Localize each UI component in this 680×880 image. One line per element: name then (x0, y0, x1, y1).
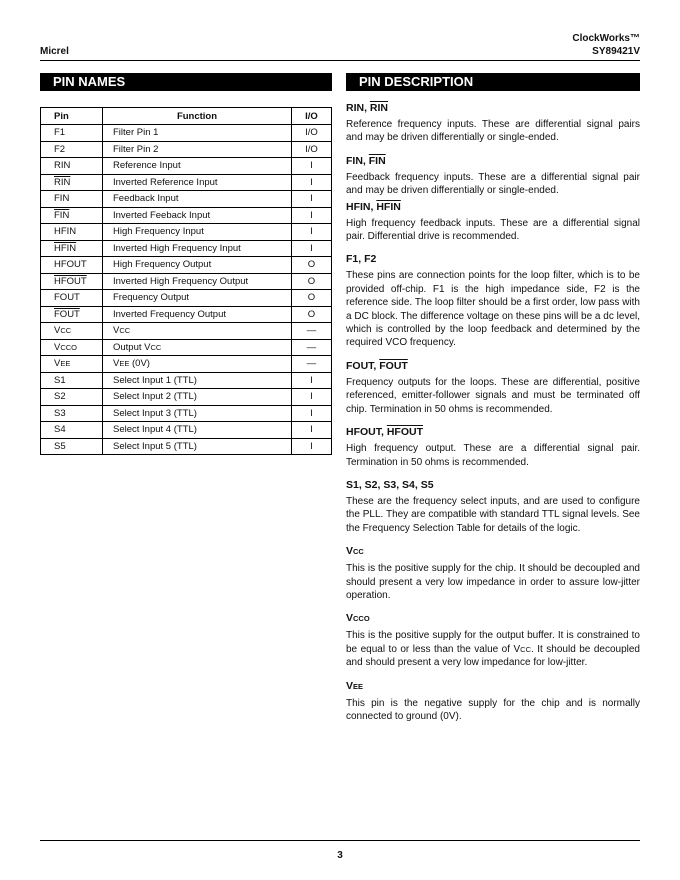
desc-rin (346, 101, 640, 145)
pin-subscript: CCO (60, 342, 78, 352)
pin-inverted-label: FOUT (54, 308, 80, 320)
io-cell: O (292, 273, 332, 290)
desc-body: This is the positive supply for the chip. It should be decoupled and should present a very low impedance in order to assure low-jitter operation. (346, 563, 640, 601)
pin-cell (41, 240, 103, 257)
function-cell: Reference Input (103, 158, 292, 175)
desc-title-text: FOUT, (346, 359, 380, 372)
desc-hfout (346, 425, 640, 469)
function-subscript: CC (119, 326, 131, 336)
desc-title-inverted: HFIN (376, 200, 401, 213)
table-row (41, 356, 332, 373)
io-cell: I/O (292, 125, 332, 142)
table-row (41, 273, 332, 290)
function-cell: Inverted High Frequency Output (103, 273, 292, 290)
desc-title-inverted: RIN (369, 102, 389, 114)
desc-title (346, 425, 640, 439)
desc-vee (346, 679, 640, 724)
desc-title (346, 200, 640, 214)
table-row (41, 306, 332, 323)
desc-title-subscript: EE (353, 681, 364, 691)
function-cell (103, 323, 292, 340)
table-row (41, 191, 332, 208)
table-row (41, 141, 332, 158)
function-cell: Feedback Input (103, 191, 292, 208)
desc-title-letter: V (346, 545, 354, 558)
pin-cell (41, 306, 103, 323)
function-cell: Frequency Output (103, 290, 292, 307)
pin-cell (41, 174, 103, 191)
pin-cell: S4 (41, 422, 103, 439)
pin-cell: FOUT (41, 290, 103, 307)
footer-rule (40, 840, 640, 841)
function-cell (103, 339, 292, 356)
function-cell: Select Input 5 (TTL) (103, 438, 292, 455)
desc-title (346, 154, 640, 168)
desc-fout (346, 359, 640, 416)
table-header-row (41, 108, 332, 125)
desc-title-letter: V (346, 612, 354, 625)
col-header-function: Function (103, 108, 292, 125)
io-cell: — (292, 339, 332, 356)
company-name: Micrel (40, 46, 69, 57)
pin-cell: F1 (41, 125, 103, 142)
function-cell: High Frequency Output (103, 257, 292, 274)
pin-cell: F2 (41, 141, 103, 158)
table-row (41, 207, 332, 224)
io-cell: — (292, 323, 332, 340)
desc-title-subscript: CC (353, 547, 364, 557)
io-cell: I/O (292, 141, 332, 158)
table-row (41, 257, 332, 274)
function-cell: Select Input 3 (TTL) (103, 405, 292, 422)
io-cell: I (292, 240, 332, 257)
desc-select-inputs (346, 478, 640, 535)
desc-title (346, 359, 640, 373)
desc-title-text: RIN, (346, 102, 370, 114)
desc-title-inverted: FIN (368, 154, 386, 167)
col-header-io: I/O (292, 108, 332, 125)
function-cell: Inverted Feeback Input (103, 207, 292, 224)
pin-description-list (346, 101, 640, 732)
desc-body: High frequency feedback inputs. These are a differential signal pair. Differential drive is recommended. (346, 217, 640, 243)
table-row (41, 405, 332, 422)
function-cell (103, 356, 292, 373)
function-cell: Filter Pin 1 (103, 125, 292, 142)
function-cell: High Frequency Input (103, 224, 292, 241)
table-row (41, 323, 332, 340)
desc-hfin (346, 200, 640, 244)
page-number: 3 (337, 850, 343, 861)
table-row (41, 422, 332, 439)
desc-vcco (346, 611, 640, 669)
io-cell: I (292, 191, 332, 208)
desc-body: Reference frequency inputs. These are differential signal pairs and may be driven differentially or single-ended. (346, 119, 640, 144)
table-row (41, 372, 332, 389)
pin-letter: V (54, 325, 61, 337)
desc-body: This pin is the negative supply for the chip and is normally connected to ground (0V). (346, 697, 640, 722)
function-cell: Select Input 1 (TTL) (103, 372, 292, 389)
table-row (41, 438, 332, 455)
pin-cell: S1 (41, 372, 103, 389)
pin-letter: V (54, 358, 61, 370)
pin-cell (41, 273, 103, 290)
pin-cell (41, 356, 103, 373)
io-cell: — (292, 356, 332, 373)
table-row (41, 158, 332, 175)
function-cell: Inverted Reference Input (103, 174, 292, 191)
product-header (572, 32, 640, 58)
pin-cell: FIN (41, 191, 103, 208)
desc-title-text: HFOUT, (346, 426, 387, 439)
function-cell: Inverted Frequency Output (103, 306, 292, 323)
function-subscript: CC (150, 342, 162, 352)
io-cell: I (292, 422, 332, 439)
pin-names-table (40, 107, 332, 455)
io-cell: I (292, 438, 332, 455)
function-cell: Select Input 4 (TTL) (103, 422, 292, 439)
table-row (41, 174, 332, 191)
pin-cell (41, 339, 103, 356)
io-cell: I (292, 372, 332, 389)
desc-body (346, 629, 640, 669)
desc-title (346, 679, 640, 694)
pin-subscript: EE (60, 359, 71, 369)
function-letter: V (113, 325, 120, 337)
io-cell: I (292, 389, 332, 406)
desc-title: F1, F2 (346, 253, 377, 266)
pin-inverted-label: $\overline{RIN}$ (54, 176, 71, 188)
function-letter: V (113, 358, 120, 370)
pin-cell: S2 (41, 389, 103, 406)
function-text: (0V) (129, 358, 150, 370)
table-row (41, 125, 332, 142)
desc-title-letter: V (346, 679, 354, 692)
io-cell: I (292, 158, 332, 175)
io-cell: I (292, 405, 332, 422)
desc-body: These pins are connection points for the loop filter, which is to be provided off-chip. F1 is the high impedance side, F2 is the reference side. The loop filter should be a first order, low pass with a DC block. The difference voltage on these pins will be a dc level, which is controlled by the loop feedback and determined by the required VCO frequency. (346, 270, 640, 349)
pin-cell: S3 (41, 405, 103, 422)
part-number: SY89421V (592, 46, 640, 57)
desc-title: S1, S2, S3, S4, S5 (346, 478, 434, 491)
desc-title (346, 544, 640, 559)
desc-title-subscript: CCO (353, 614, 370, 624)
desc-title-inverted: FOUT (379, 359, 408, 372)
desc-title (346, 101, 640, 115)
desc-body: These are the frequency select inputs, and are used to configure the PLL. They are compatible with standard TTL signal levels. See the Frequency Selection Table for details of the logic. (346, 495, 640, 534)
desc-body: Feedback frequency inputs. These are a differential signal pair and may be driven differentially or single-ended. (346, 171, 640, 197)
io-cell: I (292, 224, 332, 241)
table-row (41, 240, 332, 257)
function-cell: Filter Pin 2 (103, 141, 292, 158)
desc-title (346, 611, 640, 626)
desc-title-text: FIN, (346, 154, 369, 167)
desc-f1-f2 (346, 252, 640, 349)
io-cell: O (292, 290, 332, 307)
io-cell: O (292, 257, 332, 274)
pin-cell: HFOUT (41, 257, 103, 274)
pin-cell: S5 (41, 438, 103, 455)
io-cell: O (292, 306, 332, 323)
desc-body-subscript: CC (520, 644, 532, 654)
desc-title-inverted: HFOUT (386, 426, 424, 439)
function-text: Output V (113, 341, 151, 353)
table-row (41, 339, 332, 356)
desc-body: High frequency output. These are a differential signal pair. Termination in 50 ohms is recommended. (346, 443, 640, 468)
table-row (41, 224, 332, 241)
desc-body-text: This is the positive supply for the output buffer. It is constrained to be equal to or less than the value of V (346, 630, 640, 655)
header-rule (40, 60, 640, 61)
pin-inverted-label: $\overline{FIN}$ (54, 209, 70, 221)
io-cell: I (292, 207, 332, 224)
pin-cell (41, 323, 103, 340)
table-row (41, 389, 332, 406)
desc-body-text: . It should be decoupled and should present a very low impedance for low-jitter. (346, 643, 640, 669)
desc-vcc (346, 544, 640, 602)
pin-names-heading: PIN NAMES (40, 73, 332, 91)
col-header-pin: Pin (41, 108, 103, 125)
desc-body: Frequency outputs for the loops. These are differential, positive referenced, emitter-follower signals and must be terminated off chip. Termination in 50 ohms is recommended. (346, 376, 640, 415)
pin-subscript: CC (60, 326, 72, 336)
io-cell: I (292, 174, 332, 191)
desc-fin (346, 154, 640, 198)
pin-description-heading: PIN DESCRIPTION (346, 73, 640, 91)
pin-letter: V (54, 341, 61, 353)
function-cell: Inverted High Frequency Input (103, 240, 292, 257)
product-family: ClockWorks™ (572, 33, 640, 44)
function-cell: Select Input 2 (TTL) (103, 389, 292, 406)
function-subscript: EE (119, 359, 130, 369)
table-row (41, 290, 332, 307)
pin-inverted-label: HFOUT (54, 275, 87, 287)
pin-inverted-label: HFIN (54, 242, 77, 254)
pin-cell (41, 207, 103, 224)
pin-cell: HFIN (41, 224, 103, 241)
pin-cell: RIN (41, 158, 103, 175)
desc-title-text: HFIN, (346, 200, 377, 213)
